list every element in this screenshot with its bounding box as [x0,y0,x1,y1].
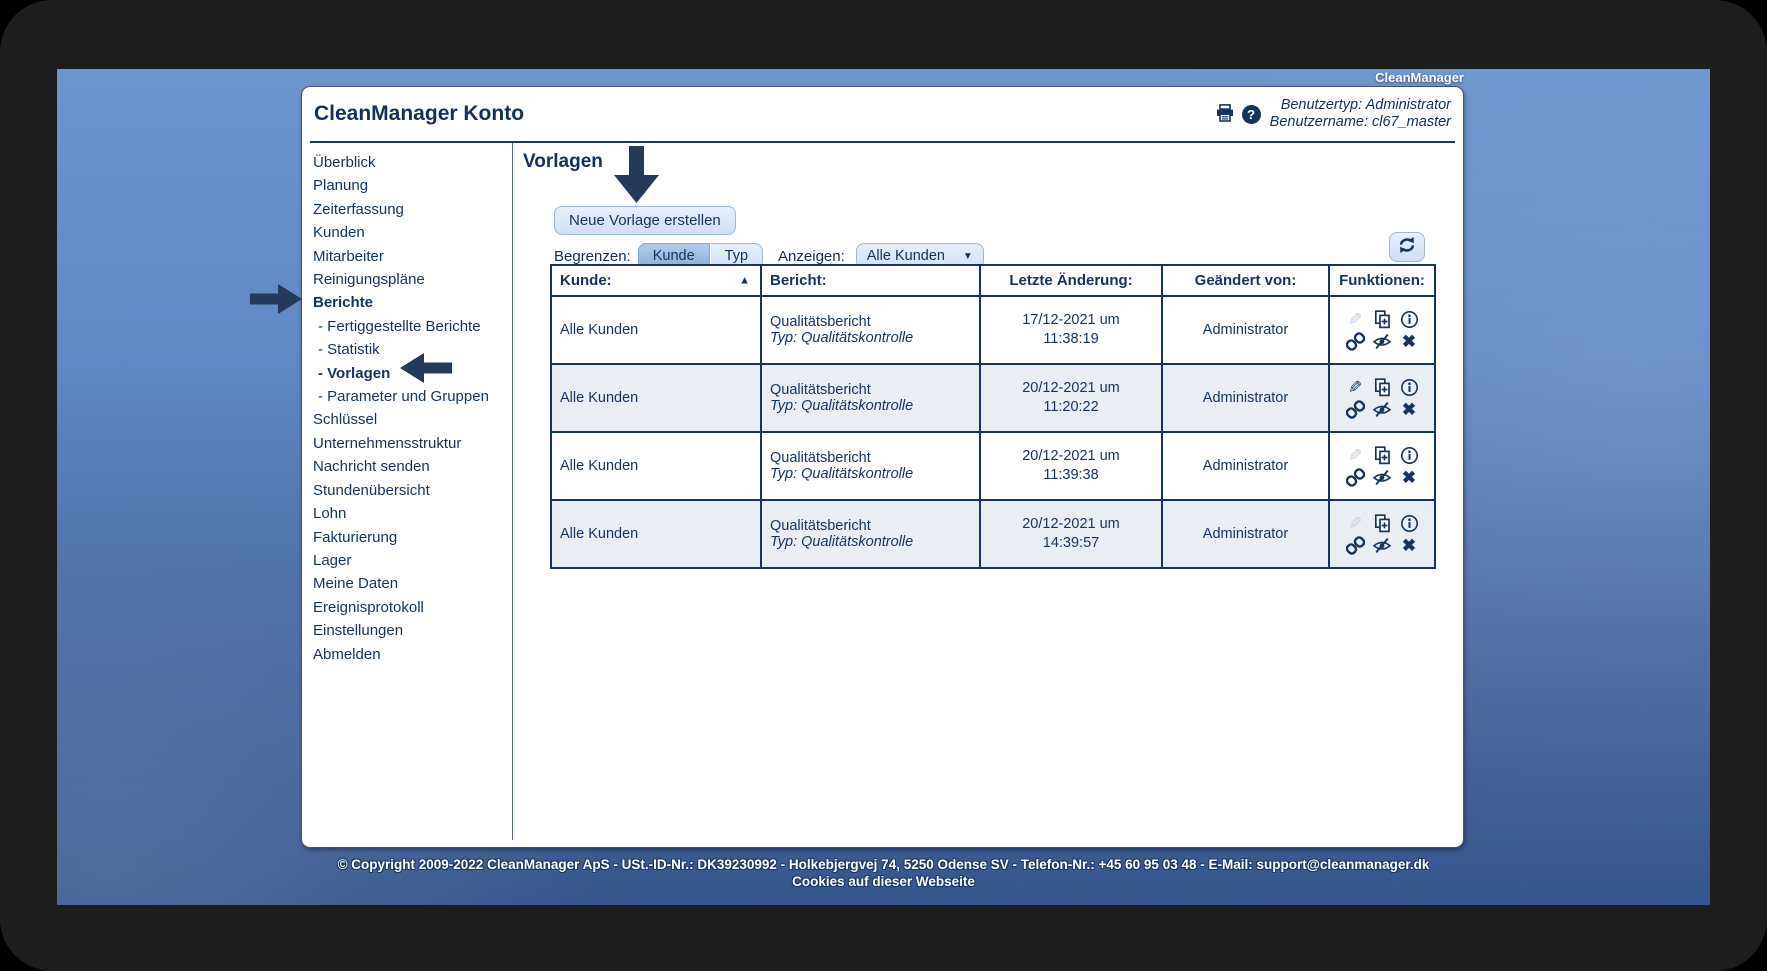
refresh-button[interactable] [1389,232,1425,262]
templates-table-body [551,296,1435,568]
cell-geaendert-von: Administrator [1162,364,1329,432]
table-row [551,364,1435,432]
annotation-arrow-left [400,353,452,383]
sidebar-item-unternehmensstruktur[interactable]: Unternehmensstruktur [313,434,462,452]
cell-letzte-aenderung [980,296,1162,364]
delete-icon[interactable]: ✖ [1401,467,1417,487]
help-icon: ? [1242,105,1261,124]
column-header-letzte-aenderung: Letzte Änderung: [980,265,1162,296]
content-area [513,143,1463,847]
hide-icon[interactable] [1372,469,1392,486]
sidebar-item-ereignisprotokoll[interactable]: Ereignisprotokoll [313,598,424,616]
user-type: Benutzertyp: Administrator [1280,96,1451,113]
duplicate-icon[interactable] [1373,378,1392,397]
chevron-down-icon: ▼ [962,250,973,262]
changed-time: 14:39:57 [1042,535,1100,551]
changed-time: 11:38:19 [1043,331,1099,347]
report-type: Typ: Qualitätskontrolle [770,534,914,550]
cell-funktionen [1329,500,1435,568]
sidebar-item-mitarbeiter[interactable]: Mitarbeiter [313,247,384,265]
changed-time: 11:20:22 [1043,399,1099,415]
report-name: Qualitätsbericht [770,382,871,398]
sidebar-item-vorlagen[interactable]: - Vorlagen [318,364,391,382]
delete-icon[interactable]: ✖ [1401,331,1417,351]
cell-bericht [761,432,980,500]
sidebar-item-parameter-und-gruppen[interactable]: - Parameter und Gruppen [318,388,489,406]
panel-header [310,87,1455,143]
report-name: Qualitätsbericht [770,518,871,534]
copyright-text: © Copyright 2009-2022 CleanManager ApS - USt.-ID-Nr.: DK39230992 - Holkebjergvej 74, 5250 Odense SV - Telefon-Nr.: +45 60 95 03 48 - E-Mail: support@cleanmanager.dk [337,857,1430,872]
annotation-arrow-down [614,146,659,203]
cell-letzte-aenderung [980,432,1162,500]
delete-icon[interactable]: ✖ [1401,535,1417,555]
report-type: Typ: Qualitätskontrolle [770,330,914,346]
limit-label: Begrenzen: [554,247,631,265]
duplicate-icon[interactable] [1373,446,1392,465]
cell-bericht [761,364,980,432]
edit-icon: ✎ [1347,445,1363,465]
annotation-arrow-right [250,284,302,314]
cell-geaendert-von: Administrator [1162,296,1329,364]
new-template-button[interactable]: Neue Vorlage erstellen [554,206,736,235]
cell-letzte-aenderung [980,364,1162,432]
templates-table [550,264,1436,569]
table-row [551,432,1435,500]
sidebar-item-zeiterfassung[interactable]: Zeiterfassung [313,200,404,218]
user-name: Benutzername: cl67_master [1269,114,1451,130]
sort-asc-icon[interactable]: ▲ [739,274,750,287]
column-header-kunde[interactable]: Kunde: ▲ [551,265,761,296]
cell-kunde: Alle Kunden [551,432,761,500]
report-type: Typ: Qualitätskontrolle [770,466,914,482]
report-type: Typ: Qualitätskontrolle [770,398,914,414]
section-title: Vorlagen [523,151,603,172]
cell-kunde: Alle Kunden [551,500,761,568]
edit-icon[interactable]: ✎ [1347,377,1363,397]
sidebar-item-uberblick[interactable]: Überblick [313,154,376,171]
changed-date: 20/12-2021 um [1022,380,1120,396]
panel-body [302,143,1463,847]
changed-time: 11:39:38 [1043,467,1099,483]
customer-select-value: Alle Kunden [866,248,945,264]
page-title: CleanManager Konto [314,102,525,125]
cookies-link[interactable]: Cookies auf dieser Webseite [792,873,975,889]
sidebar-item-lager[interactable]: Lager [313,551,352,569]
sidebar-item-meine-daten[interactable]: Meine Daten [313,575,399,593]
delete-icon[interactable]: ✖ [1401,399,1417,419]
sidebar-item-stundenubersicht[interactable]: Stundenübersicht [313,481,430,499]
cell-kunde: Alle Kunden [551,296,761,364]
sidebar-item-einstellungen[interactable]: Einstellungen [313,622,404,640]
edit-icon: ✎ [1347,513,1363,533]
app-panel [301,86,1464,848]
edit-icon: ✎ [1347,309,1363,329]
header-right [1215,97,1451,132]
browser-viewport [57,69,1710,905]
user-info [1270,97,1451,132]
duplicate-icon[interactable] [1373,310,1392,329]
table-row [551,296,1435,364]
table-row [551,500,1435,568]
cell-geaendert-von: Administrator [1162,500,1329,568]
hide-icon[interactable] [1372,537,1392,554]
link-icon[interactable] [1346,332,1365,351]
sidebar-item-planung[interactable]: Planung [313,177,369,195]
sidebar-item-kunden[interactable]: Kunden [313,224,365,242]
sidebar [302,151,512,666]
column-header-funktionen: Funktionen: [1329,265,1435,296]
table-header-row [551,265,1435,296]
sidebar-item-lohn[interactable]: Lohn [313,505,347,523]
sidebar-item-nachricht-senden[interactable]: Nachricht senden [313,458,430,476]
link-icon[interactable] [1346,536,1365,555]
duplicate-icon[interactable] [1373,514,1392,533]
cell-letzte-aenderung [980,500,1162,568]
sidebar-item-statistik[interactable]: - Statistik [318,341,380,359]
column-header-geaendert-von: Geändert von: [1162,265,1329,296]
info-icon[interactable] [1400,446,1419,465]
changed-date: 20/12-2021 um [1022,516,1120,532]
info-icon[interactable] [1400,514,1419,533]
link-icon[interactable] [1346,400,1365,419]
changed-date: 17/12-2021 um [1022,312,1120,328]
refresh-icon [1397,236,1417,258]
show-label: Anzeigen: [778,247,845,265]
help-button[interactable] [1242,105,1261,124]
cell-funktionen [1329,296,1435,364]
link-icon[interactable] [1346,468,1365,487]
report-name: Qualitätsbericht [770,450,871,466]
toggle-typ[interactable]: Typ [710,243,763,269]
printer-icon [1215,104,1235,125]
cell-kunde: Alle Kunden [551,364,761,432]
sidebar-item-berichte[interactable]: Berichte [313,294,374,312]
info-icon[interactable] [1400,310,1419,329]
cell-funktionen [1329,364,1435,432]
column-header-bericht: Bericht: [761,265,980,296]
hide-icon[interactable] [1372,333,1392,350]
cell-bericht [761,296,980,364]
changed-date: 20/12-2021 um [1022,448,1120,464]
hide-icon[interactable] [1372,401,1392,418]
cell-geaendert-von: Administrator [1162,432,1329,500]
info-icon[interactable] [1400,378,1419,397]
cell-bericht [761,500,980,568]
sidebar-item-fakturierung[interactable]: Fakturierung [313,528,398,546]
toggle-kunde[interactable]: Kunde [638,243,710,269]
print-button[interactable] [1215,104,1235,125]
report-name: Qualitätsbericht [770,314,871,330]
sidebar-item-abmelden[interactable]: Abmelden [313,645,381,663]
sidebar-item-fertiggestellte-berichte[interactable]: - Fertiggestellte Berichte [318,317,481,335]
footer [57,857,1710,890]
cell-funktionen [1329,432,1435,500]
brand-watermark: CleanManager [1375,70,1464,85]
sidebar-item-schlussel[interactable]: Schlüssel [313,411,378,429]
sidebar-item-reinigungsplane[interactable]: Reinigungspläne [313,271,425,289]
